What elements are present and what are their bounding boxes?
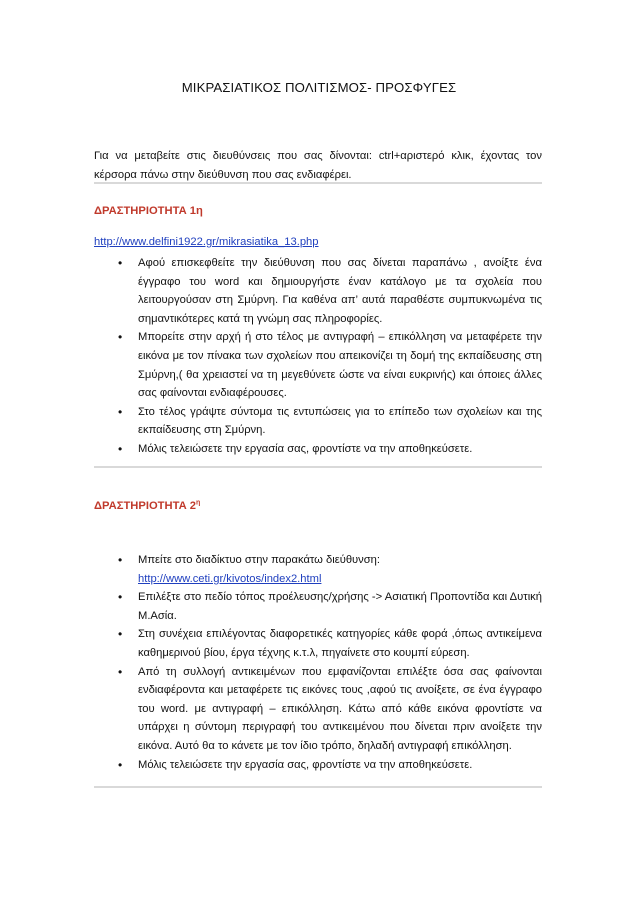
- list-item: • Στο τέλος γράψτε σύντομα τις εντυπώσεις για το επίπεδο των σχολείων και της εκπαίδευσης στη Σμύρνη.: [94, 403, 542, 440]
- list-item: • Μπορείτε στην αρχή ή στο τέλος με αντιγραφή – επικόλληση να μεταφέρετε την εικόνα με τον πίνακα των σχολείων που απεικονίζει τη δομή της εκπαίδευσης στη Σμύρνη,( θα χρειαστεί να τη μεγεθύνετε ώστε να είναι ευκρινής) και όποιες άλλες σας φαίνονται ενδιαφέρουσες.: [94, 328, 542, 402]
- bullet-text: Μπείτε στο διαδίκτυο στην παρακάτω διεύθυνση:: [138, 554, 380, 566]
- activity-2-heading-sup: η: [195, 499, 201, 507]
- activity-2-heading-text: ΔΡΑΣΤΗΡΙΟΤΗΤΑ 2: [94, 500, 196, 512]
- activity-1-heading: ΔΡΑΣΤΗΡΙΟΤΗΤΑ 1η: [94, 205, 203, 217]
- activity-1-link[interactable]: http://www.delfini1922.gr/mikrasiatika_13.php: [94, 236, 319, 248]
- list-item: • Από τη συλλογή αντικειμένων που εμφανίζονται επιλέξτε όσα σας φαίνονται ενδιαφέροντα και μεταφέρετε τις εικόνες τους ,αφού τις ανοίξετε, σε ένα έγγραφο του word. με αντιγραφή – επικόλληση. Κάτω από κάθε εικόνα φροντίστε να υπάρχει η σύντομη περιγραφή του αντικειμένου που δίνεται πριν ανοίξετε την εικόνα. Αυτό θα το κάνετε με τον ίδιο τρόπο, δηλαδή αντιγραφή επικόλληση.: [94, 663, 542, 756]
- divider-2: [94, 466, 542, 468]
- list-item: [94, 551, 542, 588]
- list-item: • Μόλις τελειώσετε την εργασία σας, φροντίστε να την αποθηκεύσετε.: [94, 756, 542, 775]
- activity-2-heading: [94, 500, 200, 512]
- activity-2-link[interactable]: http://www.ceti.gr/kivotos/index2.html: [138, 572, 322, 585]
- intro-paragraph: Για να μεταβείτε στις διευθύνσεις που σας δίνονται: ctrl+αριστερό κλικ, έχοντας τον κέρσορα πάνω στην διεύθυνση που σας ενδιαφέρει.: [94, 150, 542, 181]
- list-item: • Επιλέξτε στο πεδίο τόπος προέλευσης/χρήσης -> Ασιατική Προποντίδα και Δυτική Μ.Ασία.: [94, 588, 542, 625]
- activity-2-list: [94, 551, 542, 774]
- divider-3: [94, 786, 542, 788]
- document-title: ΜΙΚΡΑΣΙΑΤΙΚΟΣ ΠΟΛΙΤΙΣΜΟΣ- ΠΡΟΣΦΥΓΕΣ: [181, 80, 457, 95]
- divider-1: [94, 182, 542, 184]
- list-item: • Αφού επισκεφθείτε την διεύθυνση που σας δίνεται παραπάνω , ανοίξτε ένα έγγραφο του word και δημιουργήστε έναν κατάλογο με τα σχολεία που λειτουργούσαν στη Σμύρνη. Για καθένα απ’ αυτά παραθέστε συμπυκνωμένα τις σημαντικότερες κατά τη γνώμη σας πληροφορίες.: [94, 254, 542, 328]
- activity-1-list: [94, 254, 542, 459]
- list-item: • Μόλις τελειώσετε την εργασία σας, φροντίστε να την αποθηκεύσετε.: [94, 440, 542, 459]
- list-item: • Στη συνέχεια επιλέγοντας διαφορετικές κατηγορίες κάθε φορά ,όπως αντικείμενα καθημερινού βίου, έργα τέχνης κ.τ.λ, πηγαίνετε στο κουμπί εύρεση.: [94, 625, 542, 662]
